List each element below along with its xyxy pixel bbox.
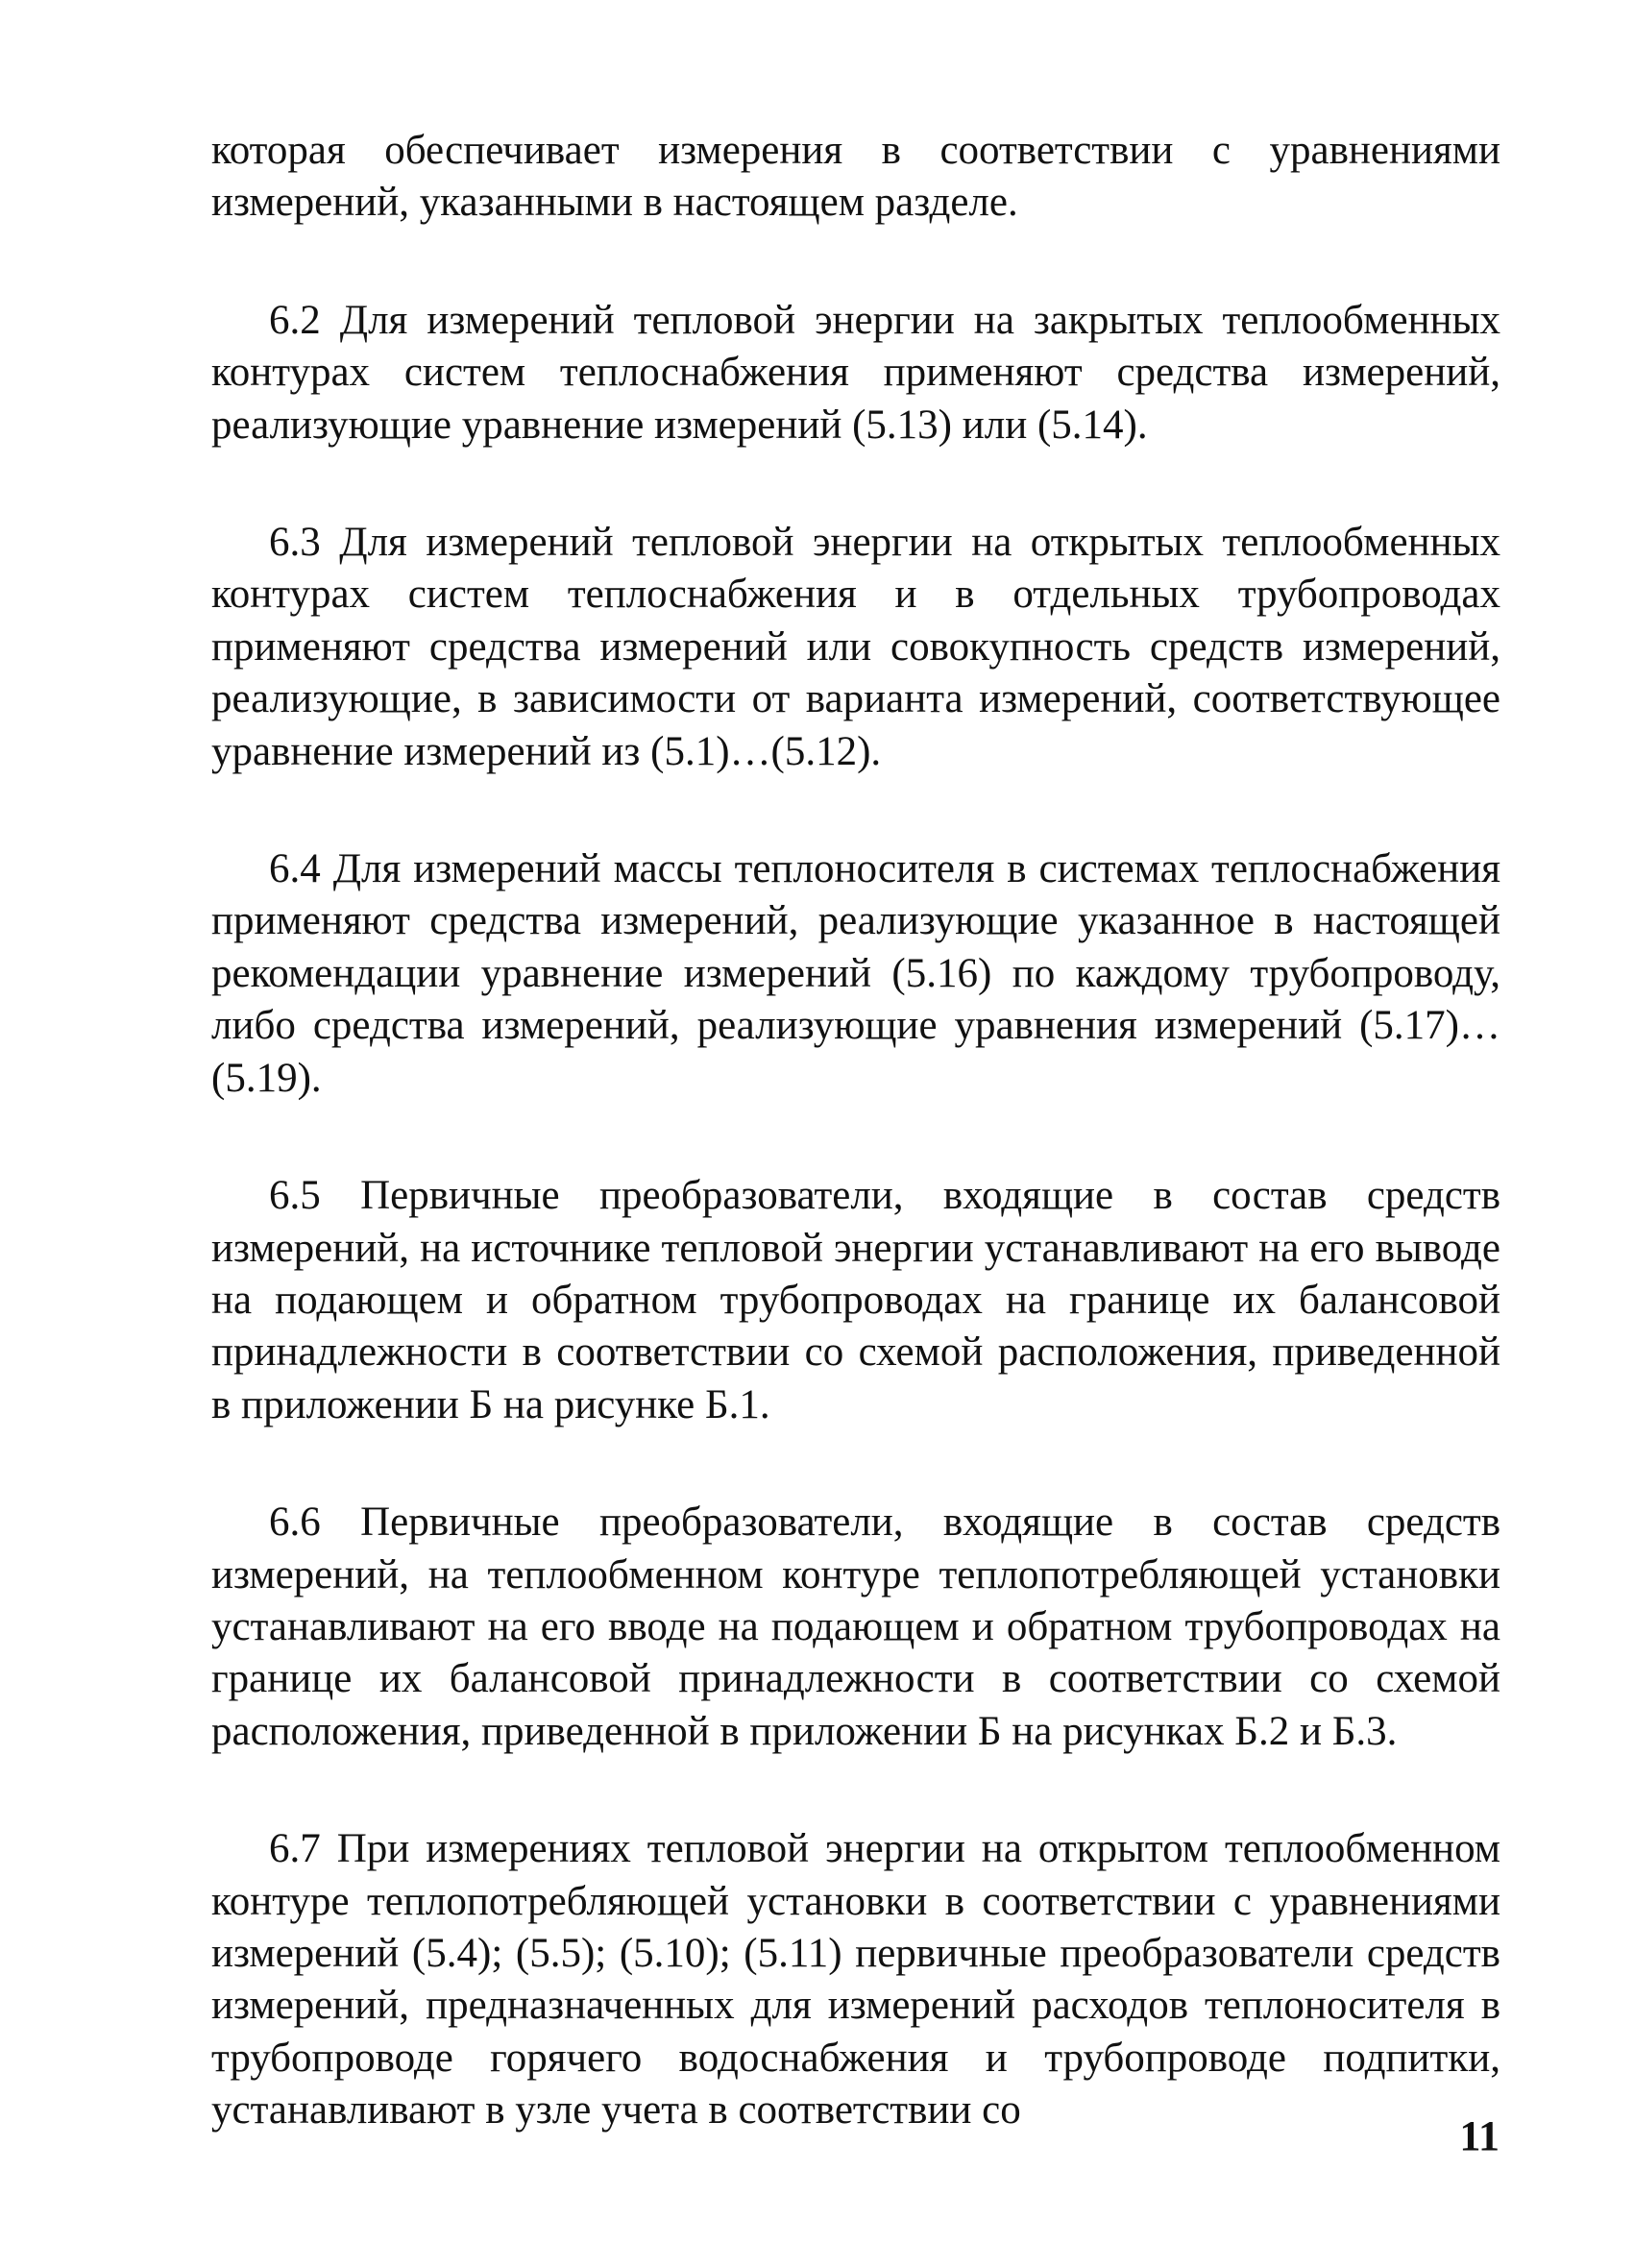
continuation-paragraph: которая обеспечивает измерения в соответствии с уравнениями измерений, указанными в настоящем разделе. bbox=[211, 128, 1500, 226]
page-number: 11 bbox=[1459, 2112, 1500, 2159]
paragraph-6-3: 6.3 Для измерений тепловой энергии на открытых теплообменных контурах систем теплоснабжения и в отдельных трубопроводах применяют средства измерений или совокупность средств измерений, реализующие, в зависимости от варианта измерений, соответствующее уравнение измерений из (5.1)…(5.12). bbox=[211, 520, 1500, 774]
paragraph-6-2: 6.2 Для измерений тепловой энергии на закрытых теплообменных контурах систем теплоснабжения применяют средства измерений, реализующие уравнение измерений (5.13) или (5.14). bbox=[211, 297, 1500, 448]
paragraph-6-5: 6.5 Первичные преобразователи, входящие в состав средств измерений, на источнике тепловой энергии устанавливают на его выводе на подающем и обратном трубопроводах на границе их балансовой принадлежности в соответствии со схемой расположения, приведенной в приложении Б на рисунке Б.1. bbox=[211, 1173, 1500, 1427]
paragraph-6-7: 6.7 При измерениях тепловой энергии на открытом теплообменном контуре теплопотребляющей установки в соответствии с уравнениями измерений (5.4); (5.5); (5.10); (5.11) первичные преобразователи средств измерений, предназначенных для измерений расходов теплоносителя в трубопроводе горячего водоснабжения и трубопроводе подпитки, устанавливают в узле учета в соответствии со bbox=[211, 1826, 1500, 2134]
paragraph-6-4: 6.4 Для измерений массы теплоносителя в системах теплоснабжения применяют средства измерений, реализующие указанное в настоящей рекомендации уравнение измерений (5.16) по каждому трубопроводу, либо средства измерений, реализующие уравнения измерений (5.17)…(5.19). bbox=[211, 846, 1500, 1101]
page-body bbox=[211, 125, 1500, 2203]
paragraph-6-6: 6.6 Первичные преобразователи, входящие в состав средств измерений, на теплообменном контуре теплопотребляющей установки устанавливают на его вводе на подающем и обратном трубопроводах на границе их балансовой принадлежности в соответствии со схемой расположения, приведенной в приложении Б на рисунках Б.2 и Б.3. bbox=[211, 1500, 1500, 1754]
